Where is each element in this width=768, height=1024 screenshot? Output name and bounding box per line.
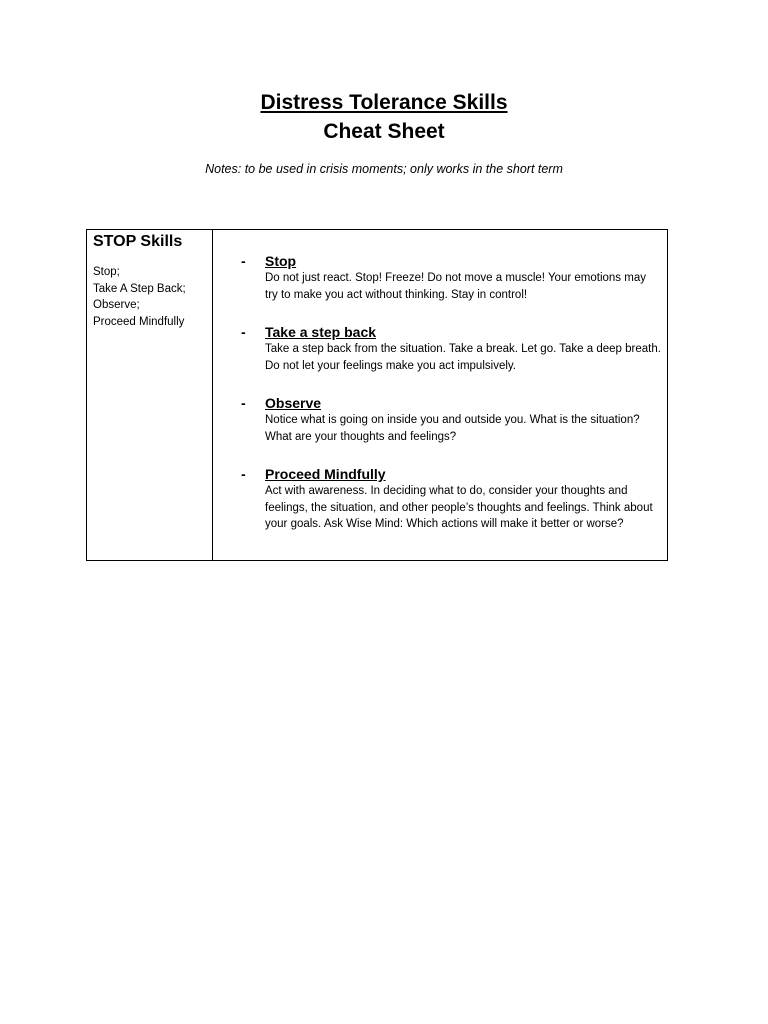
skill-description: Notice what is going on inside you and outside you. What is the situation? What are your thoughts and feelings? xyxy=(265,414,640,443)
skills-heading: STOP Skills xyxy=(93,233,183,250)
skill-observe xyxy=(241,394,661,445)
summary-item: Stop; xyxy=(93,266,120,278)
summary-item: Observe; xyxy=(93,299,140,311)
bullet-dash: - xyxy=(241,395,246,411)
bullet-dash: - xyxy=(241,253,246,269)
title-line-2: Cheat Sheet xyxy=(323,120,445,143)
skill-description: Take a step back from the situation. Take a break. Let go. Take a deep breath. Do not let your feelings make you act impulsively. xyxy=(265,343,661,372)
skill-stop xyxy=(241,252,661,303)
skill-proceed-mindfully xyxy=(241,465,661,533)
notes-text: Notes: to be used in crisis moments; only works in the short term xyxy=(205,162,563,176)
skill-title: Stop xyxy=(265,253,297,269)
skills-summary-list xyxy=(93,264,206,330)
skills-detail-cell xyxy=(213,230,667,560)
skill-title: Take a step back xyxy=(265,324,377,340)
summary-item: Take A Step Back; xyxy=(93,282,186,295)
skills-table xyxy=(86,229,668,561)
bullet-dash: - xyxy=(241,324,246,340)
skill-description: Do not just react. Stop! Freeze! Do not move a muscle! Your emotions may try to make you act without thinking. Stay in control! xyxy=(265,272,646,301)
skill-title: Proceed Mindfully xyxy=(265,466,386,482)
summary-item: Proceed Mindfully xyxy=(93,315,185,328)
document-title xyxy=(0,88,768,146)
skill-description: Act with awareness. In deciding what to do, consider your thoughts and feelings, the situation, and other people’s thoughts and feelings. Think about your goals. Ask Wise Mind: Which actions will make it better or worse? xyxy=(265,485,653,530)
title-line-1: Distress Tolerance Skills xyxy=(260,91,508,114)
skills-summary-cell xyxy=(87,230,213,560)
skill-take-a-step-back xyxy=(241,323,661,374)
skill-title: Observe xyxy=(265,395,322,411)
bullet-dash: - xyxy=(241,466,246,482)
